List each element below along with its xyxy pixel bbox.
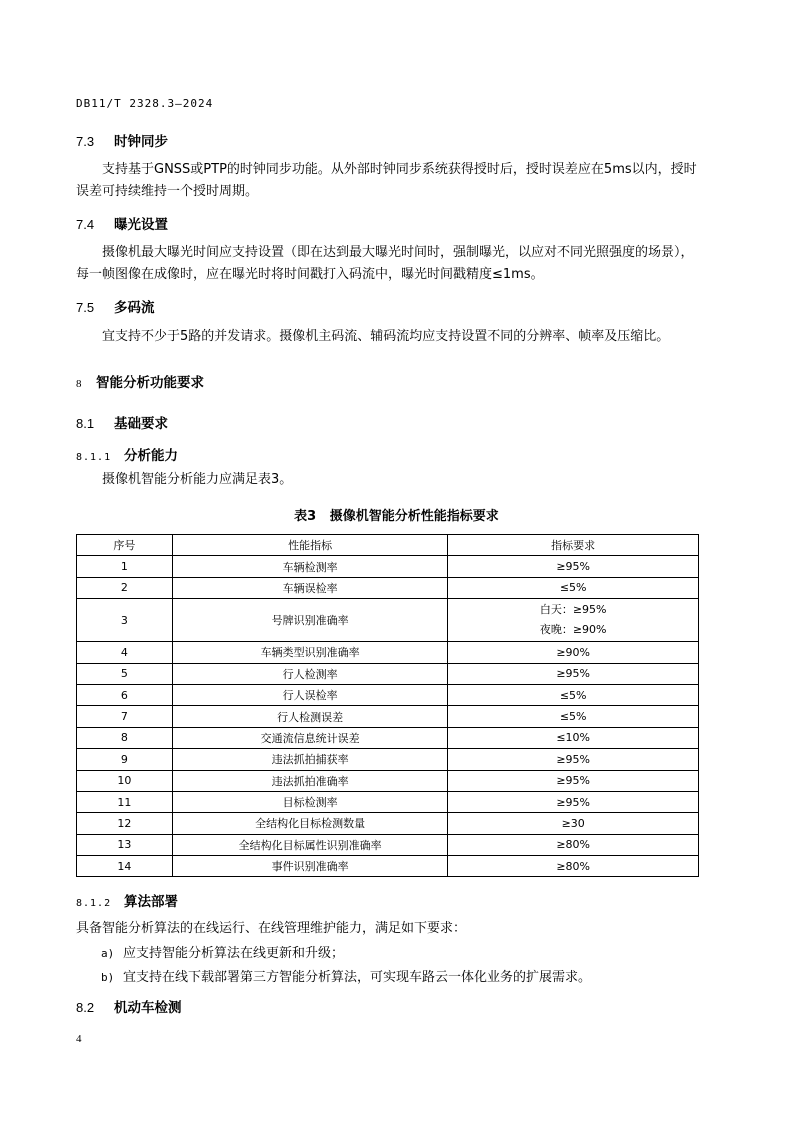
table-caption-number: 表3 <box>294 509 317 524</box>
chapter-title: 智能分析功能要求 <box>96 375 204 391</box>
table-cell: ≥80% <box>448 834 699 855</box>
document-header: DB11/T 2328.3—2024 <box>76 97 214 110</box>
section-heading-7-4 <box>76 213 168 233</box>
table-row <box>77 770 699 791</box>
table-cell: 7 <box>77 706 173 727</box>
section-title: 时钟同步 <box>114 134 168 150</box>
list-item <box>101 942 344 961</box>
section-heading-8-2 <box>76 996 182 1016</box>
subsection-heading-8-1-2 <box>76 890 178 910</box>
table-cell: 全结构化目标检测数量 <box>172 813 448 834</box>
section-title: 多码流 <box>114 300 155 316</box>
chapter-heading-8 <box>76 371 204 391</box>
table-cell: ≤5% <box>448 706 699 727</box>
subsection-number: 8.1.1 <box>76 452 112 463</box>
table-row <box>77 642 699 663</box>
section-number: 7.4 <box>76 217 95 232</box>
chapter-number: 8 <box>76 378 82 390</box>
table-row <box>77 599 699 642</box>
table-cell: 车辆误检率 <box>172 577 448 598</box>
table-cell: 4 <box>77 642 173 663</box>
table-cell: 6 <box>77 684 173 705</box>
table-cell: 车辆检测率 <box>172 556 448 577</box>
table-cell: 13 <box>77 834 173 855</box>
table-cell: 行人检测误差 <box>172 706 448 727</box>
day-requirement: 白天：≥95% <box>539 603 607 617</box>
night-requirement: 夜晚：≥90% <box>539 623 607 637</box>
table-cell: 车辆类型识别准确率 <box>172 642 448 663</box>
table-row <box>77 834 699 855</box>
section-body-7-3: 支持基于GNSS或PTP的时钟同步功能。从外部时钟同步系统获得授时后，授时误差应在5ms以内，授时误差可持续维持一个授时周期。 <box>76 162 697 199</box>
table-cell: ≥95% <box>448 791 699 812</box>
subsection-title: 分析能力 <box>124 448 178 464</box>
table-cell: 8 <box>77 727 173 748</box>
table-row <box>77 813 699 834</box>
column-header: 指标要求 <box>448 535 699 556</box>
table-row <box>77 684 699 705</box>
table-row <box>77 577 699 598</box>
section-number: 7.5 <box>76 300 95 315</box>
list-item-text: 宜支持在线下载部署第三方智能分析算法，可实现车路云一体化业务的扩展需求。 <box>123 970 592 985</box>
section-title: 曝光设置 <box>114 217 168 233</box>
table-caption <box>0 505 793 524</box>
list-item-text: 应支持智能分析算法在线更新和升级； <box>123 946 345 961</box>
table-cell: ≥95% <box>448 770 699 791</box>
table-cell: ≤10% <box>448 727 699 748</box>
table-cell: 3 <box>77 599 173 642</box>
section-heading-8-1 <box>76 412 168 432</box>
table-cell: ≤5% <box>448 684 699 705</box>
table-row <box>77 749 699 770</box>
table-cell: 违法抓拍捕获率 <box>172 749 448 770</box>
section-number: 8.2 <box>76 1000 95 1015</box>
table-cell: 目标检测率 <box>172 791 448 812</box>
performance-table <box>76 534 699 877</box>
section-title: 机动车检测 <box>114 1000 182 1016</box>
table-cell: ≥95% <box>448 663 699 684</box>
table-cell: ≤5% <box>448 577 699 598</box>
list-marker: b) <box>101 971 115 984</box>
table-cell: 5 <box>77 663 173 684</box>
section-body-7-4: 摄像机最大曝光时间应支持设置（即在达到最大曝光时间时，强制曝光，以应对不同光照强度的场景），每一帧图像在成像时，应在曝光时将时间戳打入码流中，曝光时间戳精度≤1ms。 <box>76 245 694 282</box>
section-heading-7-3 <box>76 130 168 150</box>
table-cell: ≥95% <box>448 749 699 770</box>
subsection-heading-8-1-1 <box>76 444 178 464</box>
subsection-number: 8.1.2 <box>76 898 112 909</box>
subsection-intro-8-1-2: 具备智能分析算法的在线运行、在线管理维护能力，满足如下要求： <box>76 921 467 936</box>
table-header-row <box>77 535 699 556</box>
table-cell <box>448 599 699 642</box>
table-cell: ≥80% <box>448 856 699 877</box>
table-cell: 全结构化目标属性识别准确率 <box>172 834 448 855</box>
table-cell: 1 <box>77 556 173 577</box>
table-cell: 11 <box>77 791 173 812</box>
list-item <box>101 966 591 985</box>
table-row <box>77 791 699 812</box>
table-cell: 事件识别准确率 <box>172 856 448 877</box>
section-heading-7-5 <box>76 296 155 316</box>
table-cell: ≥30 <box>448 813 699 834</box>
table-cell: 14 <box>77 856 173 877</box>
table-cell: ≥95% <box>448 556 699 577</box>
table-cell: 交通流信息统计误差 <box>172 727 448 748</box>
table-cell: 违法抓拍准确率 <box>172 770 448 791</box>
table-row <box>77 727 699 748</box>
table-row <box>77 663 699 684</box>
table-cell: 行人检测率 <box>172 663 448 684</box>
list-marker: a) <box>101 947 115 960</box>
section-title: 基础要求 <box>114 416 168 432</box>
subsection-body-8-1-1: 摄像机智能分析能力应满足表3。 <box>102 472 293 487</box>
table-cell: 2 <box>77 577 173 598</box>
table-cell: 行人误检率 <box>172 684 448 705</box>
table-caption-title: 摄像机智能分析性能指标要求 <box>329 509 499 524</box>
section-body-7-5: 宜支持不少于5路的并发请求。摄像机主码流、辅码流均应支持设置不同的分辨率、帧率及压缩比。 <box>102 329 670 344</box>
table-row <box>77 856 699 877</box>
section-number: 8.1 <box>76 416 95 431</box>
table-row <box>77 556 699 577</box>
table-cell: 12 <box>77 813 173 834</box>
table-cell: 10 <box>77 770 173 791</box>
table-cell: 号牌识别准确率 <box>172 599 448 642</box>
column-header: 性能指标 <box>172 535 448 556</box>
section-number: 7.3 <box>76 134 95 149</box>
table-cell: 9 <box>77 749 173 770</box>
table-cell: ≥90% <box>448 642 699 663</box>
page-number: 4 <box>76 1033 82 1045</box>
table-row <box>77 706 699 727</box>
subsection-title: 算法部署 <box>124 894 178 910</box>
column-header: 序号 <box>77 535 173 556</box>
